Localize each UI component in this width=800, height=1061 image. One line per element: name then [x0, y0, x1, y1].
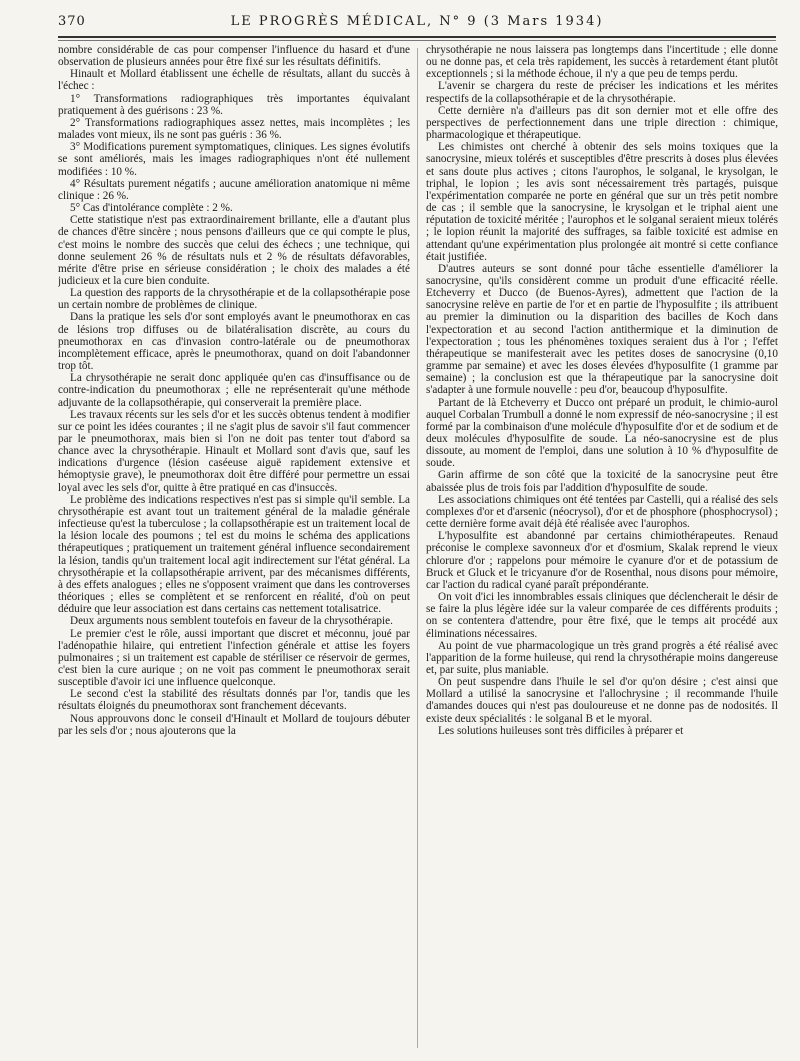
- paragraph: Nous approuvons donc le conseil d'Hinault et Mollard de toujours débuter par les sels d'or ; nous ajouterons que la: [58, 712, 410, 737]
- list-item: 1° Transformations radiographiques très importantes équivalant pratiquement à des guérisons : 23 %.: [58, 92, 410, 117]
- paragraph: On peut suspendre dans l'huile le sel d'or qu'on désire ; c'est ainsi que Mollard a utilisé la sanocrysine et l'allochrysine ; il recommande l'huile d'amandes douces qui n'est pas douloureuse et ne donne pas de nodosités. Il existe deux spécialités : le solganal B et le myoral.: [426, 676, 778, 725]
- header-rule-thin: [58, 40, 776, 41]
- paragraph: La question des rapports de la chrysothérapie et de la collapsothérapie pose un certain nombre de problèmes de clinique.: [58, 287, 410, 312]
- page-number: 370: [58, 14, 86, 29]
- page-header: [58, 12, 776, 34]
- list-item: 4° Résultats purement négatifs ; aucune amélioration anatomique ni même clinique : 26 %.: [58, 177, 410, 202]
- paragraph: Les chimistes ont cherché à obtenir des sels moins toxiques que la sanocrysine, mieux tolérés et susceptibles d'être prescrits à doses plus élevées et sans doute plus actives ; citons l'aurophos, le solganal, le krysolgan, le triphal, le lopion ; les avis sont nécessairement très partagés, puisque l'expérimentation comparée ne porte en général que sur un très petit nombre de cas ; il semble que la sanocrysine, le krysolgan et le triphal aient une réputation de toxicité méritée ; l'aurophos et le solganal seraient mieux tolérés ; le lopion réunit la majorité des suffrages, sa faible toxicité est admise en attendant qu'une expérimentation plus prolongée ait montré si cette confiance était justifiée.: [426, 141, 778, 263]
- paragraph: On voit d'ici les innombrables essais cliniques que déclencherait le désir de se faire la plus légère idée sur la valeur comparée de ces différents produits ; on se contentera d'attendre, pour être fixé, que le temps ait procédé aux éliminations nécessaires.: [426, 591, 778, 640]
- paragraph: L'hyposulfite est abandonné par certains chimiothérapeutes. Renaud préconise le complexe savonneux d'or et d'osmium, Skalak reprend le vieux chlorure d'or ; rappelons pour mémoire le cyanure d'or et de potassium de Bruck et Gluck et le tricyanure d'or de Rosenthal, nous disons pour mémoire, car l'action du radical cyané paraît prépondérante.: [426, 530, 778, 591]
- right-column: [426, 44, 778, 1054]
- paragraph: nombre considérable de cas pour compenser l'influence du hasard et d'une observation de plusieurs années pour être fixé sur les résultats définitifs.: [58, 44, 410, 69]
- paragraph: Le second c'est la stabilité des résultats donnés par l'or, tandis que les résultats éloignés du pneumothorax sont franchement décevants.: [58, 688, 410, 713]
- paragraph: Deux arguments nous semblent toutefois en faveur de la chrysothérapie.: [70, 615, 393, 628]
- left-column: [58, 44, 410, 1054]
- list-item: 3° Modifications purement symptomatiques, cliniques. Les signes évolutifs se sont améliorés, mais les images radiographiques n'ont été nullement modifiées : 10 %.: [58, 141, 410, 178]
- paragraph: chrysothérapie ne nous laissera pas longtemps dans l'incertitude ; elle donne ou ne donne pas, et cela très rapidement, les succès à retardement étant plutôt exceptionnels ; si la méthode échoue, il n'y a que peu de temps perdu.: [426, 44, 778, 81]
- paragraph: Le problème des indications respectives n'est pas si simple qu'il semble. La chrysothérapie est avant tout un traitement général de la maladie générale infectieuse qu'est la tuberculose ; la collapsothérapie est un traitement local de la lésion locale des poumons ; tel est du moins le schéma des applications thérapeutiques ; pratiquement un traitement général influence secondairement la lésion, tandis qu'un traitement local agit indirectement sur l'état général. La chrysothérapie et la collapsothérapie arrivent, par des mécanismes différents, à des effets analogues ; elles ne s'opposent vraiment que dans les controverses théoriques ; elles se complètent et se renforcent en réalité, d'où on peut déduire que leur association est dans certains cas nettement totalisatrice.: [58, 493, 410, 616]
- paragraph: Dans la pratique les sels d'or sont employés avant le pneumothorax en cas de lésions trop diffuses ou de bilatéralisation discrète, au cours du pneumothorax en cas d'invasion contro-latérale ou de pneumothorax incomplètement efficace, après le pneumothorax, quand on doit l'abandonner trop tôt.: [58, 311, 410, 373]
- paragraph: Les travaux récents sur les sels d'or et les succès obtenus tendent à modifier sur ce point les idées courantes ; il ne s'agit plus de savoir s'il faut commencer par le pneumothorax, mais bien si l'on ne doit pas tenter tout d'abord sa chance avec la chrysothérapie. Hinault et Mollard sont d'avis que, sauf les indications d'urgence (lésion caséeuse aiguë rapidement extensive et hémoptysie grave), le pneumothorax doit être différé pour permettre un essai loyal avec les sels d'or, quitte à être pratiqué en cas d'insuccès.: [58, 408, 410, 494]
- paragraph: Hinault et Mollard établissent une échelle de résultats, allant du succès à l'échec :: [58, 68, 410, 93]
- paragraph: Le premier c'est le rôle, aussi important que discret et méconnu, joué par l'adénopathie hilaire, qui entretient l'infection générale et attise les foyers pulmonaires ; si un traitement est capable de stériliser ce réservoir de germes, c'est bien la cure aurique ; on ne voit pas comment le pneumothorax serait susceptible d'avoir ici une influence quelconque.: [58, 627, 410, 689]
- paragraph: Les solutions huileuses sont très difficiles à préparer et: [438, 724, 684, 737]
- header-rule: [58, 36, 776, 38]
- list-item: 5° Cas d'intolérance complète : 2 %.: [70, 202, 233, 215]
- paragraph: Cette dernière n'a d'ailleurs pas dit son dernier mot et elle offre des perspectives de perfectionnement dans une triple direction : chimique, pharmacologique et thérapeutique.: [426, 104, 778, 142]
- paragraph: Les associations chimiques ont été tentées par Castelli, qui a réalisé des sels complexes d'or et d'arsenic (néocrysol), d'or et de phosphore (phosphocrysol) ; cette dernière forme avait déjà été réalisée avec l'aurophos.: [426, 493, 778, 531]
- paragraph: Cette statistique n'est pas extraordinairement brillante, elle a d'autant plus de chances d'être sincère ; nous pensons d'ailleurs que ce qui compte le plus, c'est moins le nombre des succès que celui des échecs ; une technique, qui donne seulement 26 % de résultats nuls et 2 % de résultats défavorables, mérite d'être prise en sérieuse considération ; le choix des malades a été judicieux et la cure bien conduite.: [58, 214, 410, 287]
- paragraph: Au point de vue pharmacologique un très grand progrès a été réalisé avec l'apparition de la forme huileuse, qui rend la chrysothérapie moins dangereuse et, par suite, plus maniable.: [426, 639, 778, 676]
- running-head: LE PROGRÈS MÉDICAL, N° 9 (3 Mars 1934): [230, 14, 604, 29]
- paragraph: La chrysothérapie ne serait donc appliquée qu'en cas d'insuffisance ou de contre-indication du pneumothorax ; elle ne représenterait qu'une méthode adjuvante de la collapsothérapie, qui conserverait la première place.: [58, 372, 410, 409]
- paragraph: L'avenir se chargera du reste de préciser les indications et les mérites respectifs de la collapsothérapie et de la chrysothérapie.: [426, 80, 778, 105]
- paragraph: Garin affirme de son côté que la toxicité de la sanocrysine peut être abaissée plus de trois fois par l'addition d'hyposulfite de soude.: [426, 469, 778, 494]
- column-divider: [417, 48, 418, 1048]
- paragraph: Partant de là Etcheverry et Ducco ont préparé un produit, le chimio-aurol auquel Corbalan Trumbull a donné le nom expressif de néo-sanocrysine ; il est formé par la combinaison d'une molécule d'hyposulfite d'or et de sodium et de deux molécules d'hyposulfite de soude. La néo-sanocrysine est de plus dissoute, au moment de l'emploi, dans une solution à 10 % d'hyposulfite de soude.: [426, 396, 778, 470]
- paragraph: D'autres auteurs se sont donné pour tâche essentielle d'améliorer la sanocrysine, qu'ils considèrent comme un produit d'une efficacité réelle. Etcheverry et Ducco (de Buenos-Ayres), admettent que l'action de la sanocrysine relève en partie de l'or et en partie de l'hyposulfite ; ils attribuent au premier la diminution ou la disparition des bacilles de Koch dans l'expectoration et au second l'action antithermique et la diminution de l'expectoration ; tous les phénomènes toxiques seraient dus à l'or ; l'effet thérapeutique se manifesterait avec les petites doses de sanocrysine (0,10 gramme par semaine) et avec les doses élevées d'hyposulfite (1 gramme par semaine) ; la conclusion est que la thérapeutique par la sanocrysine doit s'adapter à une formule nouvelle : peu d'or, beaucoup d'hyposulfite.: [426, 262, 778, 397]
- list-item: 2° Transformations radiographiques assez nettes, mais incomplètes ; les malades vont mieux, ils ne sont pas guéris : 36 %.: [58, 116, 410, 142]
